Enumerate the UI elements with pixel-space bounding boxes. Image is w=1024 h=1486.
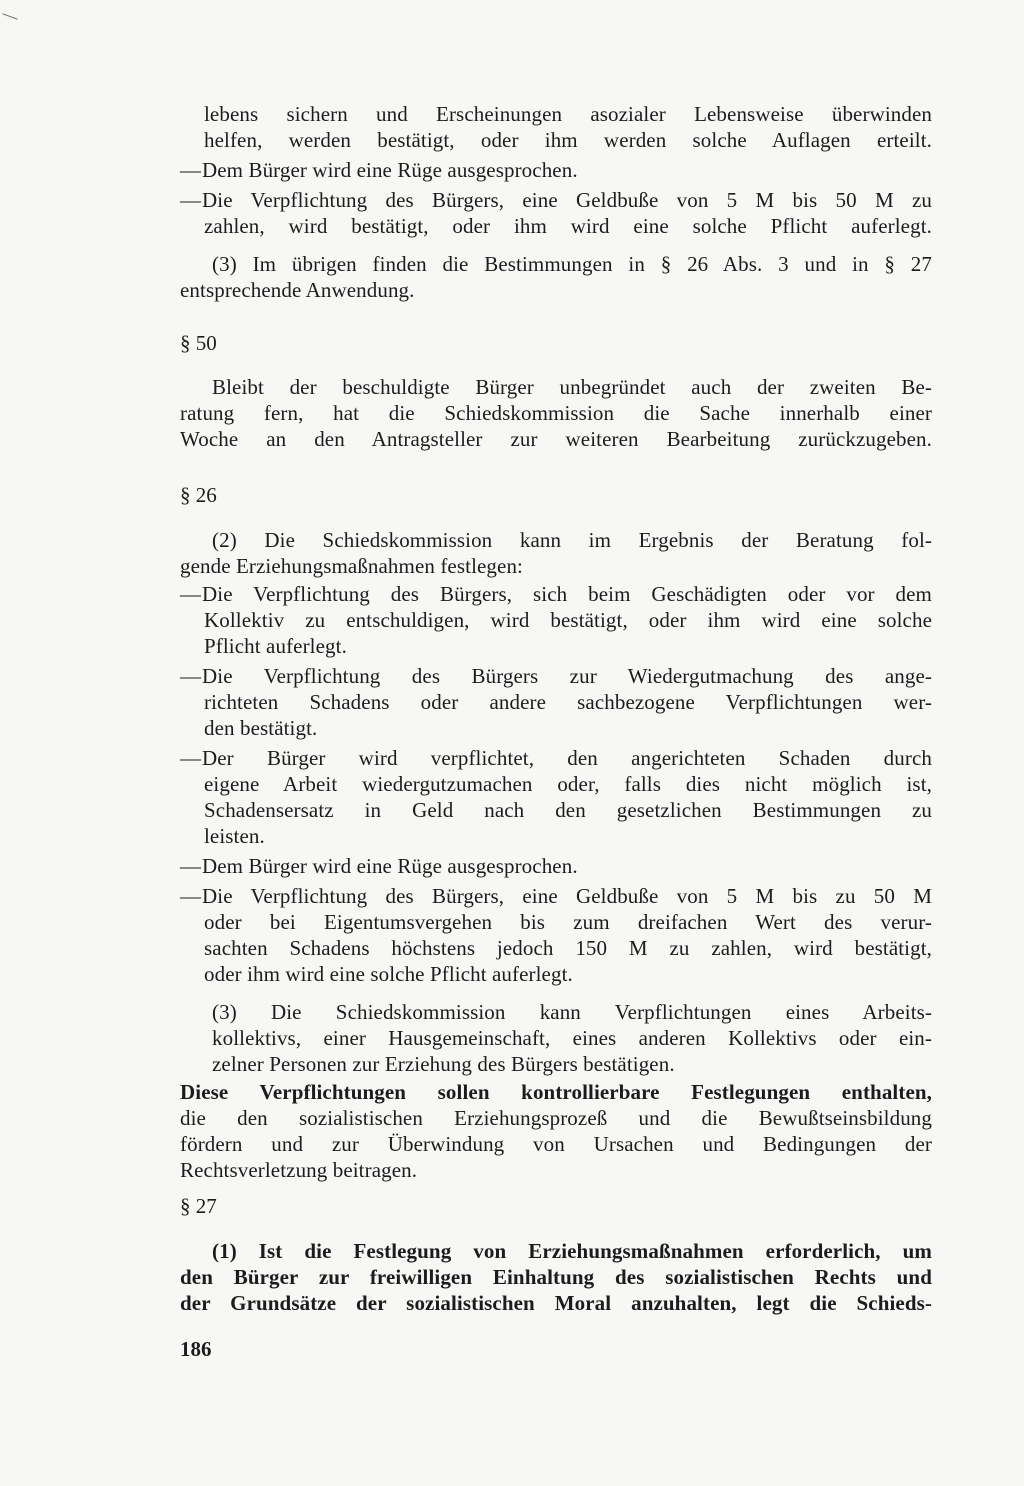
section-heading-26: § 26 bbox=[180, 483, 217, 507]
text-line: richteten Schadens oder andere sachbezogene Verpflichtungen wer- bbox=[204, 690, 932, 714]
text-line: kollektivs, einer Hausgemeinschaft, eines anderen Kollektivs oder ein- bbox=[212, 1026, 932, 1050]
dash-item bbox=[180, 663, 932, 689]
section-heading-27: § 27 bbox=[180, 1194, 217, 1218]
dash-marker: — bbox=[180, 664, 202, 688]
text-line: zelner Personen zur Erziehung des Bürgers bestätigen. bbox=[212, 1052, 675, 1076]
text-line: fördern und zur Überwindung von Ursachen und Bedingungen der bbox=[180, 1132, 932, 1156]
dash-item bbox=[180, 883, 932, 909]
text-line: eigene Arbeit wiedergutzumachen oder, falls dies nicht möglich ist, bbox=[204, 772, 932, 796]
text-line: den bestätigt. bbox=[204, 716, 318, 740]
text-line: helfen, werden bestätigt, oder ihm werden solche Auflagen erteilt. bbox=[204, 128, 932, 152]
dash-marker: — bbox=[180, 884, 202, 908]
dash-item bbox=[180, 581, 932, 607]
text-line: die den sozialistischen Erziehungsprozeß und die Bewußtseinsbildung bbox=[180, 1106, 932, 1130]
text-line: Die Verpflichtung des Bürgers, eine Geldbuße von 5 M bis 50 M zu bbox=[202, 188, 932, 212]
text-line: (3) Die Schiedskommission kann Verpflichtungen eines Arbeits- bbox=[212, 1000, 932, 1024]
text-line: entsprechende Anwendung. bbox=[180, 278, 415, 302]
text-line: Die Verpflichtung des Bürgers, sich beim Geschädigten oder vor dem bbox=[202, 582, 932, 606]
text-line: der Grundsätze der sozialistischen Moral anzuhalten, legt die Schieds- bbox=[180, 1291, 932, 1315]
dash-marker: — bbox=[180, 188, 202, 212]
block1 bbox=[180, 101, 932, 303]
text-line: oder bei Eigentumsvergehen bis zum dreifachen Wert des verur- bbox=[204, 910, 932, 934]
text-line: leisten. bbox=[204, 824, 265, 848]
section26-body bbox=[180, 527, 932, 1183]
text-line: Diese Verpflichtungen sollen kontrollierbare Festlegungen enthalten, bbox=[180, 1080, 932, 1104]
corner-scan-mark bbox=[2, 13, 17, 19]
page-number: 186 bbox=[180, 1337, 212, 1361]
text-line: (3) Im übrigen finden die Bestimmungen in § 26 Abs. 3 und in § 27 bbox=[212, 252, 932, 276]
text-line: (1) Ist die Festlegung von Erziehungsmaßnahmen erforderlich, um bbox=[212, 1239, 932, 1263]
text-line: zahlen, wird bestätigt, oder ihm wird eine solche Pflicht auferlegt. bbox=[204, 214, 932, 238]
text-line: den Bürger zur freiwilligen Einhaltung des sozialistischen Rechts und bbox=[180, 1265, 932, 1289]
text-line: Kollektiv zu entschuldigen, wird bestätigt, oder ihm wird eine solche bbox=[204, 608, 932, 632]
text-line: Der Bürger wird verpflichtet, den angerichteten Schaden durch bbox=[202, 746, 932, 770]
section27-body bbox=[180, 1238, 932, 1316]
section50-body bbox=[180, 374, 932, 452]
text-line: Bleibt der beschuldigte Bürger unbegründet auch der zweiten Be- bbox=[212, 375, 932, 399]
dash-item bbox=[180, 187, 932, 213]
text-line: Die Verpflichtung des Bürgers zur Wiedergutmachung des ange- bbox=[202, 664, 932, 688]
text-line: Die Verpflichtung des Bürgers, eine Geldbuße von 5 M bis zu 50 M bbox=[202, 884, 932, 908]
text-line: gende Erziehungsmaßnahmen festlegen: bbox=[180, 554, 523, 578]
text-line: Dem Bürger wird eine Rüge ausgesprochen. bbox=[202, 854, 578, 878]
text-line: Schadensersatz in Geld nach den gesetzlichen Bestimmungen zu bbox=[204, 798, 932, 822]
dash-item bbox=[180, 853, 932, 879]
text-line: Woche an den Antragsteller zur weiteren Bearbeitung zurückzugeben. bbox=[180, 427, 932, 451]
dash-marker: — bbox=[180, 158, 202, 182]
dash-item bbox=[180, 745, 932, 771]
section-heading-50: § 50 bbox=[180, 331, 217, 355]
text-line: (2) Die Schiedskommission kann im Ergebnis der Beratung fol- bbox=[212, 528, 932, 552]
dash-marker: — bbox=[180, 746, 202, 770]
dash-item bbox=[180, 157, 932, 183]
text-line: Dem Bürger wird eine Rüge ausgesprochen. bbox=[202, 158, 578, 182]
text-line: ratung fern, hat die Schiedskommission die Sache innerhalb einer bbox=[180, 401, 932, 425]
text-line: oder ihm wird eine solche Pflicht auferlegt. bbox=[204, 962, 573, 986]
text-line: sachten Schadens höchstens jedoch 150 M zu zahlen, wird bestätigt, bbox=[204, 936, 932, 960]
text-line: Rechtsverletzung beitragen. bbox=[180, 1158, 418, 1182]
text-line: Pflicht auferlegt. bbox=[204, 634, 347, 658]
text-line: lebens sichern und Erscheinungen asozialer Lebensweise überwinden bbox=[204, 102, 932, 126]
dash-marker: — bbox=[180, 582, 202, 606]
dash-marker: — bbox=[180, 854, 202, 878]
